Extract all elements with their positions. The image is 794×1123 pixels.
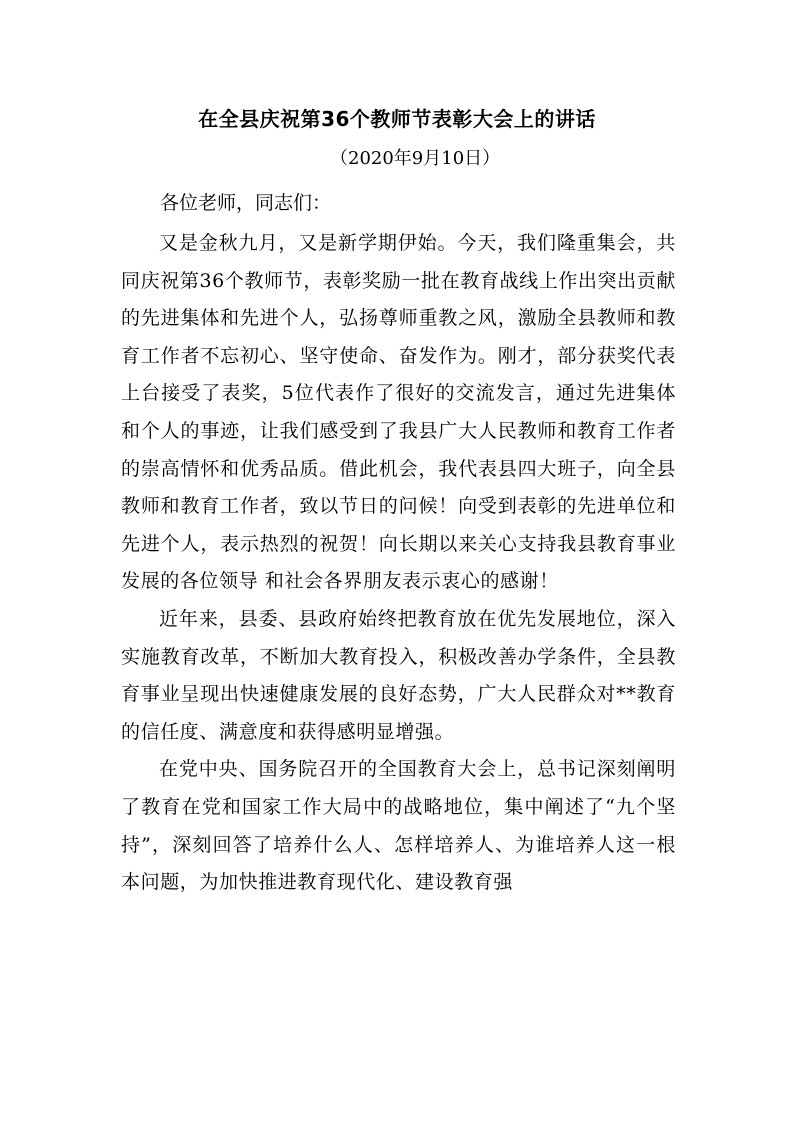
body-paragraph: 又是金秋九月，又是新学期伊始。今天，我们隆重集会，共同庆祝第36个教师节，表彰奖励一批在教育战线上作出突出贡献的先进集体和先进个人，弘扬尊师重教之风，激励全县教师和教育工作者不忘初心、坚守使命、奋发作为。刚才，部分获奖代表上台接受了表奖，5位代表作了很好的交流发言，通过先进集体和个人的事迹，让我们感受到了我县广大人民教师和教育工作者的崇高情怀和优秀品质。借此机会，我代表县四大班子，向全县教师和教育工作者，致以节日的问候！向受到表彰的先进单位和先进个人，表示热烈的祝贺！向长期以来关心支持我县教育事业发展的各位领导 和社会各界朋友表示衷心的感谢！ — [121, 232, 676, 593]
document-title: 在全县庆祝第36个教师节表彰大会上的讲话 — [198, 107, 596, 131]
speech-date: （2020年9月10日） — [330, 148, 501, 169]
body-paragraph: 近年来，县委、县政府始终把教育放在优先发展地位，深入实施教育改革，不断加大教育投入，积极改善办学条件，全县教育事业呈现出快速健康发展的良好态势，广大人民群众对**教育的信任度、满意度和获得感明显增强。 — [121, 607, 676, 743]
salutation: 各位老师，同志们： — [160, 192, 332, 214]
body-paragraph: 在党中央、国务院召开的全国教育大会上，总书记深刻阐明了教育在党和国家工作大局中的战略地位，集中阐述了“九个坚持”，深刻回答了培养什么人、怎样培养人、为谁培养人这一根本问题，为加快推进教育现代化、建设教育强 — [121, 758, 676, 894]
document-body — [121, 225, 676, 902]
